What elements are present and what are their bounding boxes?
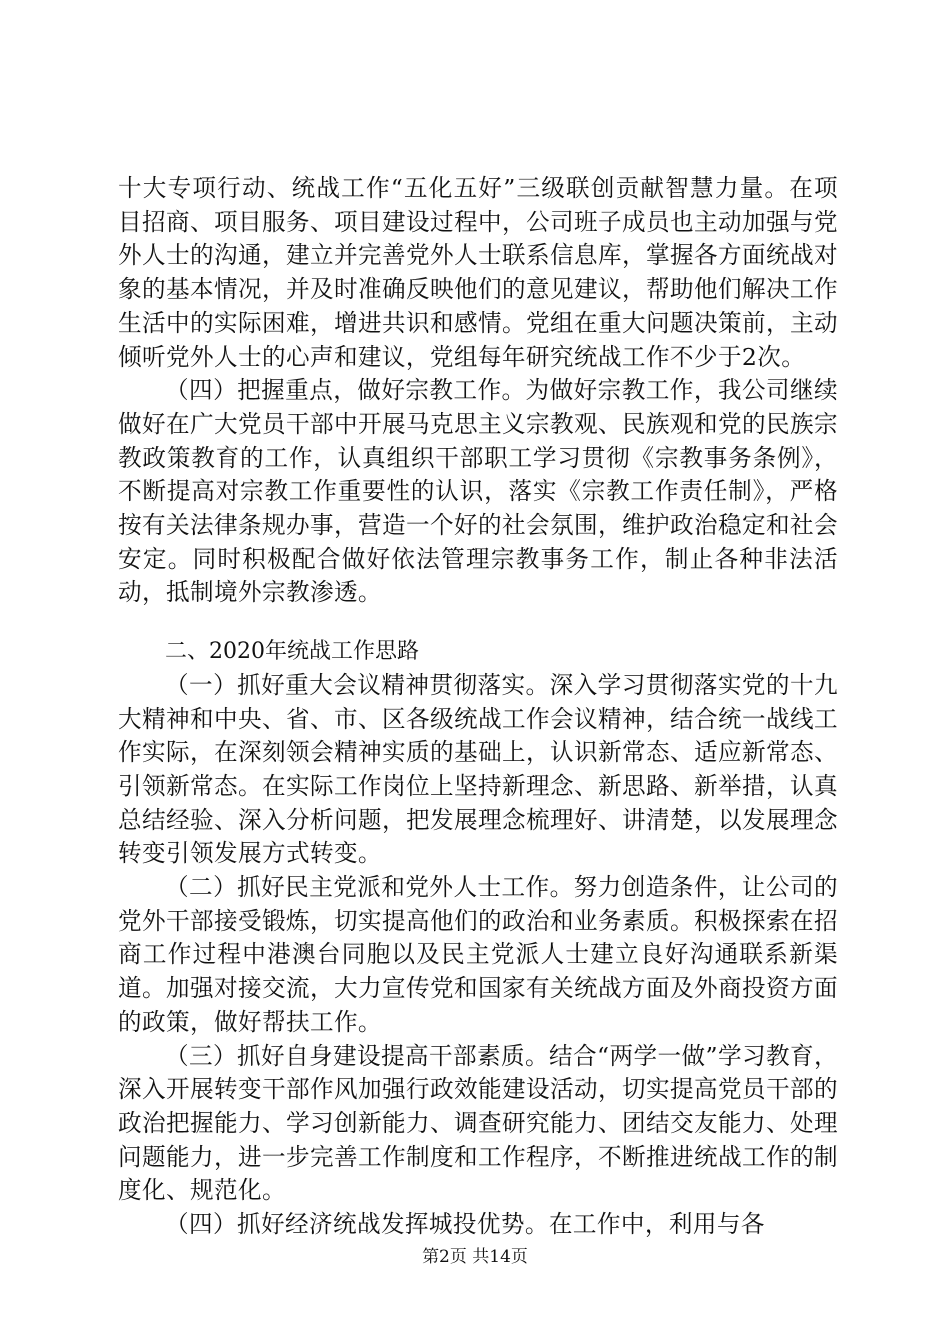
section-heading-2020-plan: 二、2020年统战工作思路	[165, 639, 419, 665]
page-footer: 第2页 共14页	[422, 1247, 528, 1267]
paragraph-meeting-spirit: （一）抓好重大会议精神贯彻落实。深入学习贯彻落实党的十九大精神和中央、省、市、区各级统战工作会议精神，结合统一战线工作实际，在深刻领会精神实质的基础上，认识新常态、适应新常态、引领新常态。在实际工作岗位上坚持新理念、新思路、新举措，认真总结经验、深入分析问题，把发展理念梳理好、讲清楚，以发展理念转变引领发展方式转变。	[118, 670, 838, 868]
paragraph-democratic-parties: （二）抓好民主党派和党外人士工作。努力创造条件，让公司的党外干部接受锻炼，切实提高他们的政治和业务素质。积极探索在招商工作过程中港澳台同胞以及民主党派人士建立良好沟通联系新渠道。加强对接交流，大力宣传党和国家有关统战方面及外商投资方面的政策，做好帮扶工作。	[118, 873, 838, 1036]
paragraph-religion-work: （四）把握重点，做好宗教工作。为做好宗教工作，我公司继续做好在广大党员干部中开展马克思主义宗教观、民族观和党的民族宗教政策教育的工作，认真组织干部职工学习贯彻《宗教事务条例》，不断提高对宗教工作重要性的认识，落实《宗教工作责任制》，严格按有关法律条规办事，营造一个好的社会氛围，维护政治稳定和社会安定。同时积极配合做好依法管理宗教事务工作，制止各种非法活动，抵制境外宗教渗透。	[118, 376, 838, 607]
document-body	[118, 172, 838, 1242]
paragraph-self-building: （三）抓好自身建设提高干部素质。结合“两学一做”学习教育，深入开展转变干部作风加强行政效能建设活动，切实提高党员干部的政治把握能力、学习创新能力、调查研究能力、团结交友能力、处理问题能力，进一步完善工作制度和工作程序，不断推进统战工作的制度化、规范化。	[118, 1041, 838, 1205]
paragraph-economic-united-front: （四）抓好经济统战发挥城投优势。在工作中，利用与各	[165, 1210, 765, 1239]
paragraph-continuation: 十大专项行动、统战工作“五化五好”三级联创贡献智慧力量。在项目招商、项目服务、项目建设过程中，公司班子成员也主动加强与党外人士的沟通，建立并完善党外人士联系信息库，掌握各方面统战对象的基本情况，并及时准确反映他们的意见建议，帮助他们解决工作生活中的实际困难，增进共识和感情。党组在重大问题决策前，主动倾听党外人士的心声和建议，党组每年研究统战工作不少于2次。	[118, 174, 838, 371]
